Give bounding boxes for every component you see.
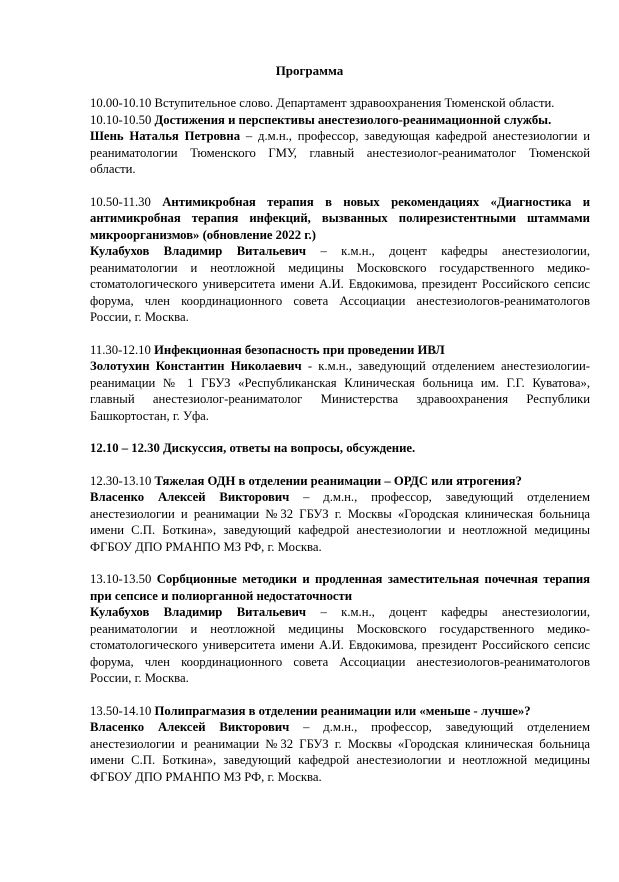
program-item-topic bbox=[90, 703, 590, 720]
program-item-speaker bbox=[90, 604, 590, 687]
speaker-name: Власенко Алексей Викторович bbox=[90, 490, 290, 504]
speaker-name: Шень Наталья Петровна bbox=[90, 129, 241, 143]
item-time: 10.50-11.30 bbox=[90, 194, 151, 209]
speaker-bio: – к.м.н., доцент кафедры анестезиологии, реаниматологии и неотложной медицины Московского государственного медико-стоматологического университета имени А.И. Евдокимова, президент Российского сепсис форума, член координационного совета Ассоциации анестезиологов-реаниматологов России, г. Москва. bbox=[90, 605, 591, 685]
item-topic: Антимикробная терапия в новых рекомендациях «Диагностика и антимикробная терапия инфекций, вызванных полирезистентными штаммами микроорганизмов» (обновление 2022 г.) bbox=[90, 194, 591, 242]
program-content bbox=[90, 95, 590, 785]
program-item-speaker bbox=[90, 128, 590, 178]
speaker-name: Золотухин Константин Николаевич bbox=[90, 359, 302, 373]
speaker-bio: – д.м.н., профессор, заведующий отделением анестезиологии и реанимации №32 ГБУЗ г. Москвы «Городская клиническая больница имени С.П. Боткина», заведующий кафедрой анестезиологии и неотложной медицины ФГБОУ ДПО РМАНПО МЗ РФ, г. Москва. bbox=[90, 490, 590, 554]
item-time: 13.10-13.50 bbox=[90, 572, 152, 586]
program-item-topic bbox=[90, 473, 590, 490]
item-time: 12.30-13.10 bbox=[90, 473, 152, 488]
speaker-name: Кулабухов Владимир Витальевич bbox=[90, 605, 307, 619]
page-title: Программа bbox=[275, 63, 344, 78]
item-time: 11.30-12.10 bbox=[90, 342, 151, 357]
item-topic: Полипрагмазия в отделении реанимации или «меньше - лучше»? bbox=[154, 703, 531, 718]
speaker-bio: – к.м.н., доцент кафедры анестезиологии, реаниматологии и неотложной медицины Московского государственного медико-стоматологического университета имени А.И. Евдокимова, президент Российского сепсис форума, член координационного совета Ассоциации анестезиологов-реаниматологов России, г. Москва. bbox=[90, 244, 591, 324]
program-item-topic bbox=[90, 342, 590, 359]
speaker-bio: - к.м.н., заведующий отделением анестезиологии-реанимации № 1 ГБУЗ «Республиканская Клиническая больница им. Г.Г. Куватова», главный анестезиолог-реаниматолог Министерства здравоохранения Республики Башкортостан, г. Уфа. bbox=[90, 359, 590, 423]
program-item-speaker bbox=[90, 358, 590, 424]
item-topic: Сорбционные методики и продленная заместительная почечная терапия при сепсисе и полиорганной недостаточности bbox=[90, 572, 590, 603]
program-item-speaker bbox=[90, 489, 590, 555]
program-item-topic bbox=[90, 194, 590, 244]
speaker-name: Кулабухов Владимир Витальевич bbox=[90, 244, 307, 258]
speaker-bio: – д.м.н., профессор, заведующий отделением анестезиологии и реанимации №32 ГБУЗ г. Москвы «Городская клиническая больница имени С.П. Боткина», заведующий кафедрой анестезиологии и неотложной медицины ФГБОУ ДПО РМАНПО МЗ РФ, г. Москва. bbox=[90, 720, 590, 784]
item-text: Вступительное слово. Департамент здравоохранения Тюменской области. bbox=[154, 96, 555, 110]
program-item-topic bbox=[90, 112, 590, 129]
item-time: 10.00-10.10 bbox=[90, 96, 152, 110]
program-item-opening bbox=[90, 95, 590, 112]
program-item-speaker bbox=[90, 243, 590, 326]
program-item-speaker bbox=[90, 719, 590, 785]
item-time: 13.50-14.10 bbox=[90, 703, 152, 718]
item-time: 10.10-10.50 bbox=[90, 112, 152, 127]
program-item-topic bbox=[90, 571, 590, 604]
item-topic: Инфекционная безопасность при проведении ИВЛ bbox=[154, 342, 445, 357]
speaker-bio: – д.м.н., профессор, заведующая кафедрой анестезиологии и реаниматологии Тюменского ГМУ, главный анестезиолог-реаниматолог Тюменской области. bbox=[90, 129, 590, 176]
speaker-name: Власенко Алексей Викторович bbox=[90, 720, 290, 734]
item-topic: Достижения и перспективы анестезиолого-реанимационной службы. bbox=[154, 112, 552, 127]
item-topic: Тяжелая ОДН в отделении реанимации – ОРДС или ятрогения? bbox=[154, 473, 522, 488]
program-item-discussion: 12.10 – 12.30 Дискуссия, ответы на вопросы, обсуждение. bbox=[90, 441, 416, 455]
